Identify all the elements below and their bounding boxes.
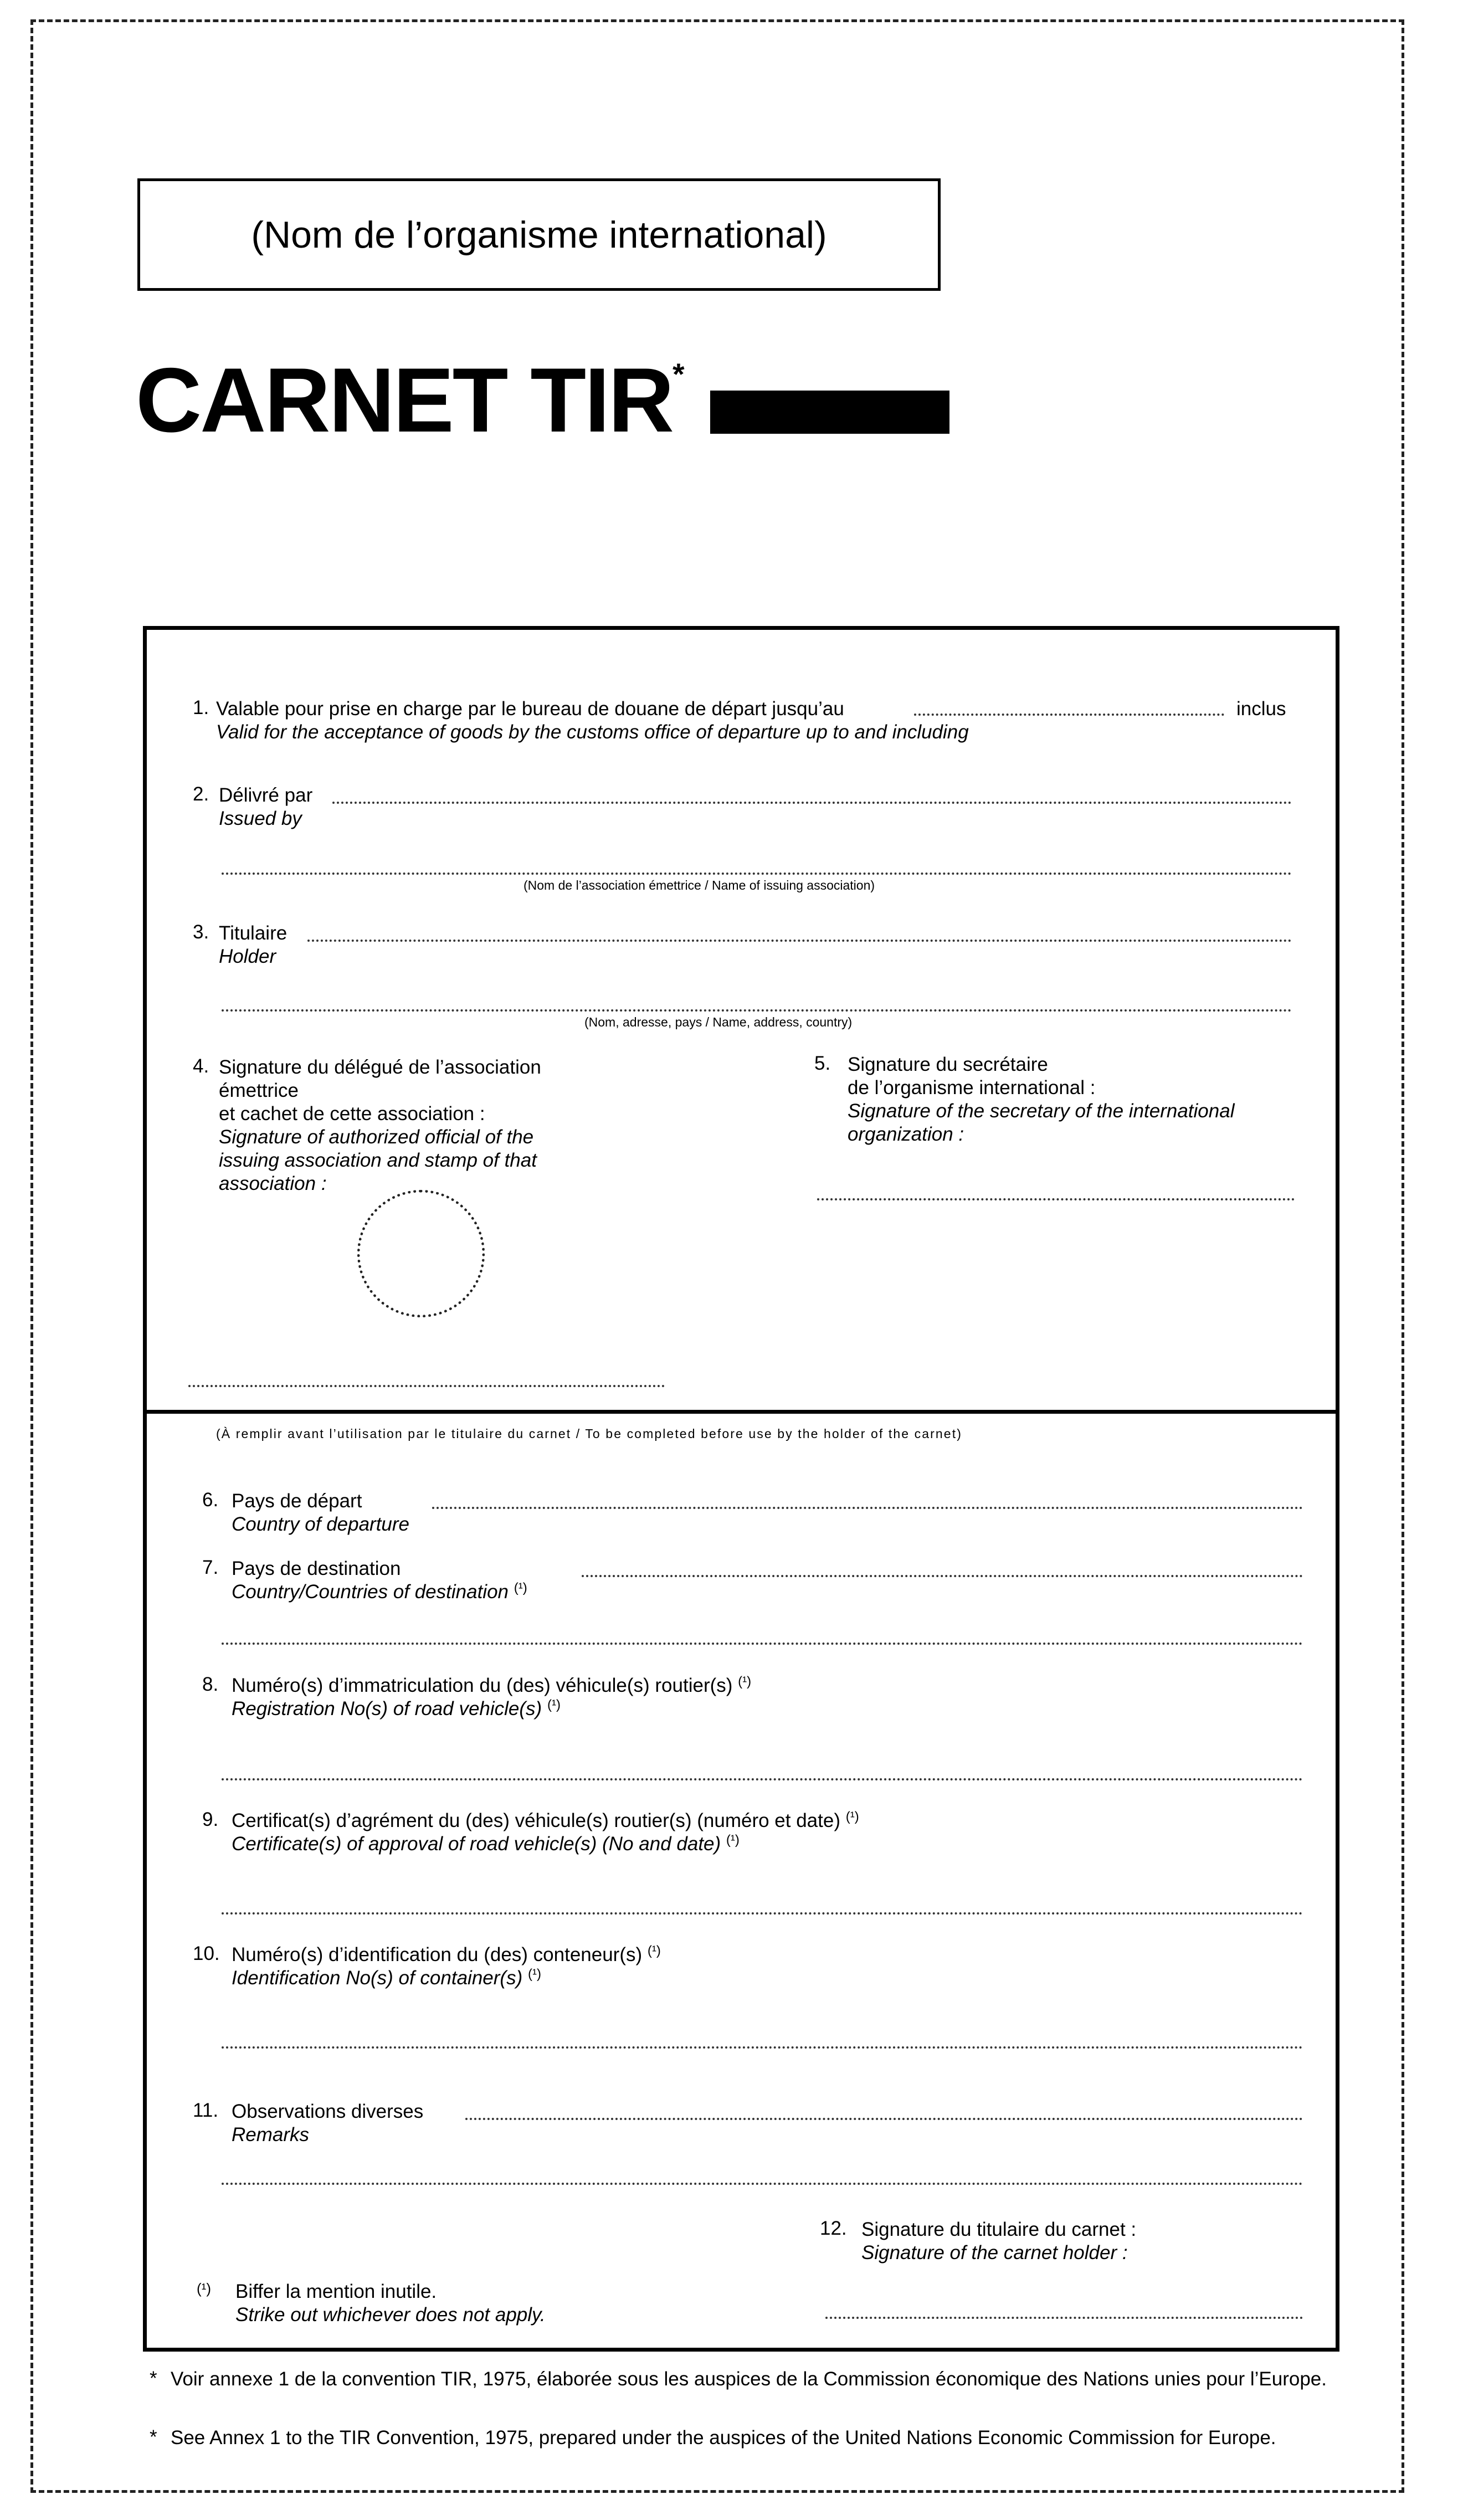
field-9-number: 9. xyxy=(202,1809,219,1830)
field-4-number: 4. xyxy=(193,1055,209,1077)
field-1-suffix: inclus xyxy=(1236,698,1286,720)
footnote-en: Strike out whichever does not apply. xyxy=(235,2304,546,2326)
field-9-label-fr-text: Certificat(s) d’agrément du (des) véhicule(s) routier(s) (numéro et date) xyxy=(232,1810,840,1831)
field-11-label-en: Remarks xyxy=(232,2124,310,2146)
field-7-number: 7. xyxy=(202,1557,219,1578)
field-8-number: 8. xyxy=(202,1674,219,1695)
field-7-line-2[interactable] xyxy=(222,1643,1303,1645)
field-7-label-fr: Pays de destination xyxy=(232,1558,401,1579)
field-2-line-2[interactable] xyxy=(222,872,1292,875)
field-7-label-en xyxy=(232,1580,527,1604)
footnote-mark: (¹) xyxy=(197,2280,211,2297)
field-12-label-en: Signature of the carnet holder : xyxy=(861,2242,1128,2264)
field-7-ref-mark: (¹) xyxy=(514,1580,527,1595)
footer-note-en-mark: * xyxy=(150,2426,157,2448)
field-11-line-1[interactable] xyxy=(465,2118,1303,2120)
field-10-line[interactable] xyxy=(222,2046,1303,2049)
field-10-label-en xyxy=(232,1966,541,1990)
field-7-line-1[interactable] xyxy=(582,1575,1303,1577)
field-5-label-fr-1: Signature du secrétaire xyxy=(848,1054,1048,1075)
field-8-label-fr-text: Numéro(s) d’immatriculation du (des) véhicule(s) routier(s) xyxy=(232,1675,733,1696)
footer-note-en: See Annex 1 to the TIR Convention, 1975, prepared under the auspices of the United Nations Economic Commission for Europe. xyxy=(171,2427,1276,2449)
field-8-label-fr xyxy=(232,1674,751,1698)
field-2-caption: (Nom de l’association émettrice / Name of issuing association) xyxy=(523,878,875,892)
field-8-label-en-text: Registration No(s) of road vehicle(s) xyxy=(232,1698,542,1720)
field-5-label-fr-2: de l’organisme international : xyxy=(848,1077,1096,1099)
title-footnote-mark: * xyxy=(673,357,683,391)
field-3-line-2[interactable] xyxy=(222,1009,1292,1012)
field-11-line-2[interactable] xyxy=(222,2183,1303,2185)
field-6-line[interactable] xyxy=(432,1507,1303,1509)
footer-note-fr-mark: * xyxy=(150,2368,157,2389)
document-title-text: CARNET TIR xyxy=(136,349,673,451)
field-10-label-fr xyxy=(232,1943,661,1967)
field-3-caption: (Nom, adresse, pays / Name, address, country) xyxy=(584,1015,853,1029)
field-3-number: 3. xyxy=(193,921,209,943)
field-1-label-en: Valid for the acceptance of goods by the customs office of departure up to and including xyxy=(216,721,969,743)
field-3-label-en: Holder xyxy=(219,946,276,967)
field-2-label-en: Issued by xyxy=(219,808,302,829)
field-12-number: 12. xyxy=(820,2218,847,2239)
field-9-en-ref-mark: (¹) xyxy=(726,1833,740,1847)
organization-name-box xyxy=(137,178,941,291)
field-12-signature-line[interactable] xyxy=(825,2317,1303,2319)
footer-note-fr: Voir annexe 1 de la convention TIR, 1975, élaborée sous les auspices de la Commission économique des Nations unies pour l’Europe. xyxy=(171,2368,1327,2390)
field-8-en-ref-mark: (¹) xyxy=(547,1697,561,1712)
field-6-label-fr: Pays de départ xyxy=(232,1490,362,1512)
association-stamp-area xyxy=(357,1190,485,1317)
field-9-label-en-text: Certificate(s) of approval of road vehicle(s) (No and date) xyxy=(232,1833,721,1855)
field-11-number: 11. xyxy=(193,2100,219,2121)
field-1-number: 1. xyxy=(193,697,209,718)
field-3-label-fr: Titulaire xyxy=(219,922,288,944)
field-4-label-en-2: issuing association and stamp of that xyxy=(219,1149,537,1171)
field-4-label-fr-3: et cachet de cette association : xyxy=(219,1103,485,1125)
field-9-label-fr xyxy=(232,1809,859,1833)
field-10-label-fr-text: Numéro(s) d’identification du (des) conteneur(s) xyxy=(232,1944,643,1965)
footnote-fr: Biffer la mention inutile. xyxy=(235,2281,437,2302)
field-12-label-fr: Signature du titulaire du carnet : xyxy=(861,2219,1137,2240)
field-2-label-fr: Délivré par xyxy=(219,784,313,806)
field-4-label-en-3: association : xyxy=(219,1173,327,1194)
field-10-fr-ref-mark: (¹) xyxy=(647,1943,661,1958)
field-9-label-en xyxy=(232,1832,740,1856)
field-6-number: 6. xyxy=(202,1489,219,1511)
field-2-line-1[interactable] xyxy=(332,802,1292,804)
field-11-label-fr: Observations diverses xyxy=(232,2101,424,2122)
field-10-label-en-text: Identification No(s) of container(s) xyxy=(232,1967,523,1989)
field-10-number: 10. xyxy=(193,1943,220,1964)
organization-name: (Nom de l’organisme international) xyxy=(251,213,827,256)
field-5-label-en-2: organization : xyxy=(848,1123,964,1145)
field-2-number: 2. xyxy=(193,783,209,805)
holder-instruction: (À remplir avant l’utilisation par le titulaire du carnet / To be completed before use by the holder of the carnet) xyxy=(216,1426,962,1441)
field-4-signature-line[interactable] xyxy=(188,1385,665,1387)
field-1-label-fr: Valable pour prise en charge par le bureau de douane de départ jusqu’au xyxy=(216,698,844,720)
field-9-line[interactable] xyxy=(222,1912,1303,1915)
field-5-signature-line[interactable] xyxy=(817,1198,1295,1200)
field-4-label-fr-1: Signature du délégué de l’association xyxy=(219,1056,541,1078)
field-4-label-fr-2: émettrice xyxy=(219,1080,299,1101)
holder-section xyxy=(143,1410,1339,2352)
field-8-line[interactable] xyxy=(222,1778,1303,1780)
field-4-label-en-1: Signature of authorized official of the xyxy=(219,1126,534,1148)
field-8-label-en xyxy=(232,1697,561,1721)
field-8-fr-ref-mark: (¹) xyxy=(738,1674,752,1689)
field-9-fr-ref-mark: (¹) xyxy=(845,1809,859,1824)
field-5-label-en-1: Signature of the secretary of the international xyxy=(848,1100,1235,1122)
carnet-number-redaction xyxy=(710,391,949,434)
field-3-line-1[interactable] xyxy=(307,940,1292,942)
field-7-label-en-text: Country/Countries of destination xyxy=(232,1581,509,1603)
field-10-en-ref-mark: (¹) xyxy=(527,1967,541,1982)
field-1-valid-until-line[interactable] xyxy=(914,714,1224,716)
field-5-number: 5. xyxy=(814,1053,831,1074)
field-6-label-en: Country of departure xyxy=(232,1513,410,1535)
document-title xyxy=(136,349,683,451)
